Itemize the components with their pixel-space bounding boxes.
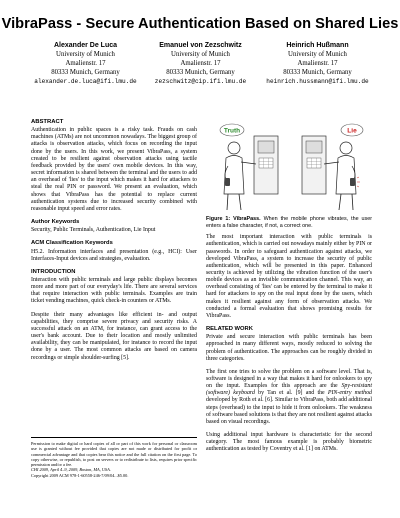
figure-caption-text: When the mobile phone vibrates, the user enters a false character, if not, a correct one. bbox=[206, 216, 373, 229]
author-name: Heinrich Hußmann bbox=[286, 42, 349, 49]
keywords-text: Security, Public Terminals, Authentication, Lie Input bbox=[31, 227, 156, 234]
venue-line: CHI 2009, April 4–9, 2009, Boston, MA, USA. bbox=[31, 467, 111, 473]
related-p2-part-c: developed by Roth et al. [6]. Similar to VibraPass, both add additional steps (overhead) to the input to hide it from onlookers. The weakness of software based solutions is that they are not resilient against attacks based on visual recordings. bbox=[206, 397, 372, 425]
right-column bbox=[206, 119, 372, 454]
author-1 bbox=[23, 41, 148, 86]
author-block bbox=[0, 41, 400, 101]
author-street: Amalienstr. 17 bbox=[180, 60, 221, 68]
figure-vibrapass-illustration bbox=[206, 118, 372, 213]
permission-text: Permission to make digital or hard copies of all or part of this work for personal or classroom use is granted without fee provided that copies are not made or distributed for profit or commercial advantage and that copies bear this notice and the full citation on the first page. To copy otherwise, or republish, to post on servers or to redistribute to lists, requires prior specific permission and/or a fee. bbox=[31, 441, 197, 468]
abstract-text: Authentication in public spaces is a risky task. Frauds on cash machines (ATMs) are not uncommon nowadays. The biggest group of attacks is observation attacks, which focus on recording the input done by the users. In this work, we present VibraPass, a system created to be resilient against observation attacks using tactile feedback provided by the users' own mobile devices. In this way, secret information is shared between the terminal and the users to add an overhead of 'lies' to the input which makes it hard for attackers to steal the real PIN or password. We present an evaluation, which shows that VibraPass has the potential to replace current authentication systems due to increased security combined with reasonable input speed and error rates. bbox=[31, 127, 197, 212]
acm-text: H5.2. Information interfaces and presentation (e.g., HCI): User Interfaces-Input devices and strategies, evaluation. bbox=[31, 248, 197, 262]
author-affiliation: University of Munich bbox=[56, 51, 115, 59]
related-paragraph-1: Private and secure interaction with public terminals has been approached in many different ways, mostly reduced to solving the problem of authentication. The approaches can be roughly divided in three categories. bbox=[206, 334, 372, 362]
introduction-paragraph-2: Despite their many advantages like efficient in- and output capabilities, they comprise severe privacy and security risks. A successful attack on an ATM, for instance, can grant access to the user's bank account. Due to their location and mostly unlimited availability, they can be manipulated, for instance to record the input done by a user. The most common attacks are based on camera recordings or simple shoulder-surfing [5]. bbox=[31, 311, 197, 361]
figure-caption bbox=[206, 216, 372, 229]
paper-title: VibraPass - Secure Authentication Based on Shared Lies bbox=[1, 16, 399, 32]
author-affiliation: University of Munich bbox=[171, 51, 230, 59]
permission-notice bbox=[31, 437, 197, 478]
related-p2-part-a: The first one tries to solve the problem on a software level. That is, software is designed in a way that makes it hard for onlookers to spy on the input. Examples for this approach are the bbox=[206, 368, 372, 390]
author-2 bbox=[138, 41, 263, 86]
acm-heading: ACM Classification Keywords bbox=[31, 240, 113, 247]
author-email[interactable]: zezschwitz@cip.ifi.lmu.de bbox=[154, 78, 247, 86]
abstract-heading: ABSTRACT bbox=[31, 119, 64, 125]
author-street: Amalienstr. 17 bbox=[65, 60, 106, 68]
related-p2-emphasis-2: PIN-entry method bbox=[327, 390, 373, 397]
related-paragraph-3: Using additional input hardware is characteristic for the second category. The most famous example is probably biometric authentication as tested by Coventry et al. [1] on ATMs. bbox=[206, 432, 372, 453]
truth-label: Truth bbox=[223, 127, 241, 135]
figure-caption-label: Figure 1: VibraPass. bbox=[206, 216, 261, 222]
truth-panel bbox=[220, 124, 278, 210]
copyright-line: Copyright 2009 ACM 978-1-60558-246-7/09/04...$5.00. bbox=[31, 472, 129, 478]
introduction-paragraph-1: Interaction with public terminals and large public displays becomes more and more part of our everyday's life. There are several services that require interaction with public terminals. Examples are train ticket vending machines, quick check-in counters or ATMs. bbox=[31, 276, 197, 305]
author-name: Emanuel von Zezschwitz bbox=[159, 42, 242, 49]
left-column bbox=[31, 119, 197, 362]
related-p2-part-b: by Tan et al. [9] and the bbox=[254, 390, 328, 397]
author-email[interactable]: heinrich.hussmann@ifi.lmu.de bbox=[266, 78, 369, 86]
related-p2-emphasis-1: Spy-resistant (software) keyboard bbox=[206, 383, 372, 397]
author-city: 80333 Munich, Germany bbox=[166, 69, 235, 77]
author-name: Alexander De Luca bbox=[53, 42, 118, 49]
author-city: 80333 Munich, Germany bbox=[283, 69, 352, 77]
related-paragraph-2 bbox=[206, 369, 372, 426]
introduction-heading: INTRODUCTION bbox=[31, 268, 76, 275]
author-email[interactable]: alexander.de.luca@ifi.lmu.de bbox=[34, 78, 137, 86]
author-affiliation: University of Munich bbox=[288, 51, 347, 59]
lie-panel bbox=[302, 124, 363, 210]
author-street: Amalienstr. 17 bbox=[297, 60, 338, 68]
right-paragraph-1: The most important interaction with public terminals is authentication, which is carried out nowadays mainly either by PIN or passwords. In order to safeguard authentication against attacks, we developed VibraPass, a system to increase the security of public authentication, which will be presented in this paper. Enhanced security is achieved by utilizing the vibration function of the user's mobile devices as an invisible communication channel. This way, an overhead consisting of 'lies' can be entered by the terminal to make it hard for attackers to spy on the real input done by the users, which makes it resilient against any form of observation attacks. We conducted a formal evaluation that shows promising results for VibraPass. bbox=[206, 234, 372, 319]
author-city: 80333 Munich, Germany bbox=[51, 69, 120, 77]
related-work-heading: RELATED WORK bbox=[206, 326, 253, 333]
keywords-heading: Author Keywords bbox=[31, 219, 80, 226]
lie-label: Lie bbox=[347, 127, 357, 135]
author-3 bbox=[255, 41, 380, 86]
